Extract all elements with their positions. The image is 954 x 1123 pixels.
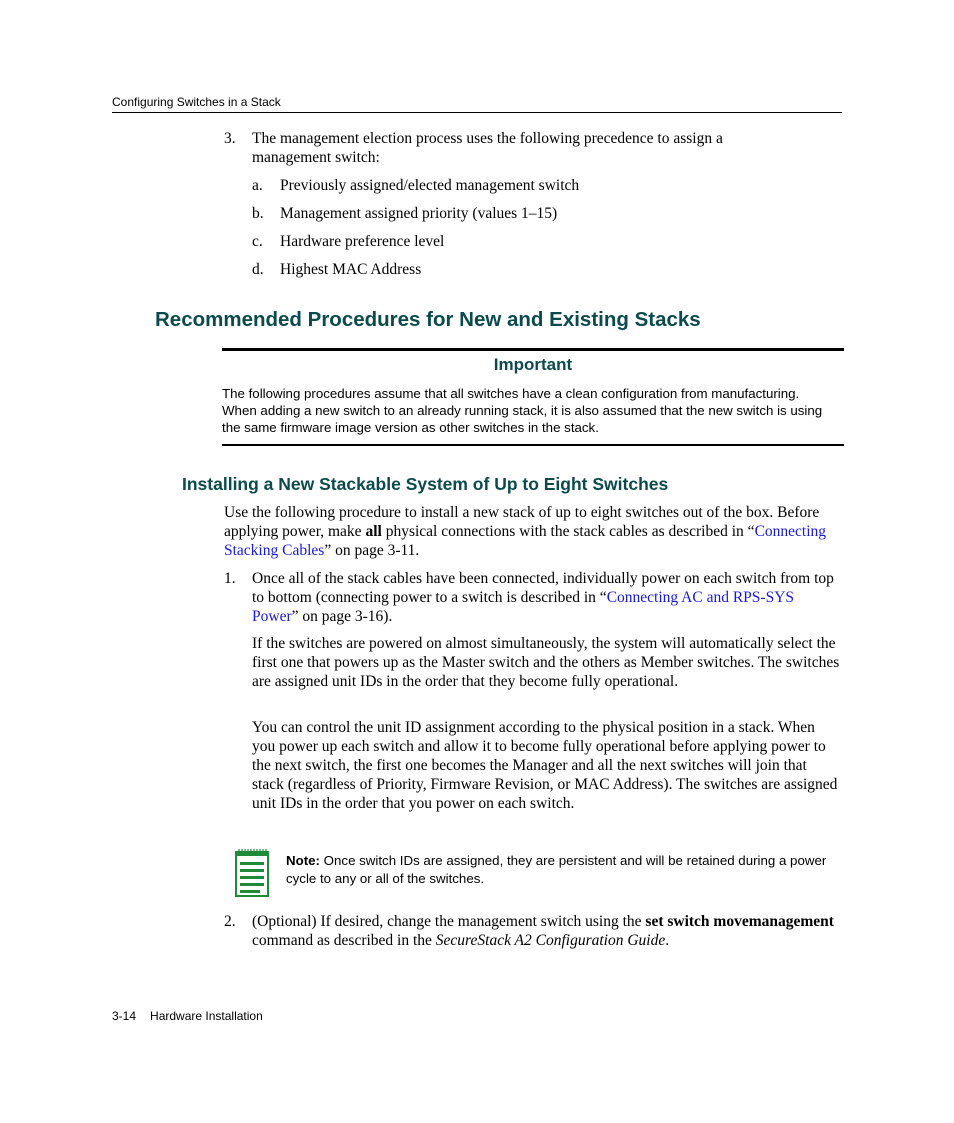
page-footer: [112, 1009, 263, 1023]
intro-text-2: physical connections with the stack cables as described in “: [381, 523, 755, 540]
sub-item-d-text: Highest MAC Address: [280, 261, 422, 278]
step-2-text-3: .: [665, 932, 670, 949]
page-number: 3-14: [112, 1009, 137, 1023]
sub-item-b-text: Management assigned priority (values 1–15): [280, 205, 558, 222]
step-2-text-2: command as described in the: [252, 932, 436, 949]
link-connecting-ac-power[interactable]: Connecting AC and RPS-SYS Power: [252, 589, 795, 625]
sub-item-c-text: Hardware preference level: [280, 233, 445, 250]
step-1-text-2: ” on page 3-16).: [291, 608, 393, 625]
step-3-text: The management election process uses the following precedence to assign a management switch:: [252, 130, 723, 166]
sub-item-a-text: Previously assigned/elected management switch: [280, 177, 580, 194]
sub-item-a-letter: a.: [252, 177, 263, 194]
intro-bold: all: [365, 523, 382, 540]
note-body: Once switch IDs are assigned, they are persistent and will be retained during a power cycle to any or all of the switches.: [286, 853, 827, 886]
intro-text-3: ” on page 3-11.: [324, 542, 420, 559]
step-2-text-1: (Optional) If desired, change the management switch using the: [252, 913, 646, 930]
link-connecting-stacking-cables[interactable]: Connecting Stacking Cables: [224, 523, 827, 559]
step-2-guide-title: SecureStack A2 Configuration Guide: [435, 932, 666, 949]
step-2-paragraph: [252, 912, 842, 950]
important-title: Important: [493, 355, 573, 374]
sub-item-c-letter: c.: [252, 233, 263, 250]
note-label: Note:: [286, 853, 320, 868]
subsection-title: Installing a New Stackable System of Up to Eight Switches: [182, 474, 669, 494]
notepad-icon: [234, 848, 270, 903]
step-2-number: 2.: [224, 913, 236, 930]
running-header: Configuring Switches in a Stack: [112, 95, 281, 109]
step-3-number: 3.: [224, 130, 236, 147]
important-text: The following procedures assume that all switches have a clean configuration from manufacturing. When adding a new switch to an already running stack, it is also assumed that the new switch is using the same firmware image version as other switches in the stack.: [222, 386, 823, 435]
sub-item-b-letter: b.: [252, 205, 264, 222]
sub-item-d-letter: d.: [252, 261, 264, 278]
step-1-paragraph-2: If the switches are powered on almost simultaneously, the system will automatically select the first one that powers up as the Master switch and the others as Member switches. The switches are assigned unit IDs in the order that they become fully operational.: [252, 635, 840, 690]
step-1-text-1: Once all of the stack cables have been connected, individually power on each switch from top to bottom (connecting power to a switch is described in “: [252, 570, 834, 606]
step-1-number: 1.: [224, 570, 236, 587]
step-1-paragraph-1: [252, 569, 842, 626]
section-title: Recommended Procedures for New and Existing Stacks: [155, 308, 701, 331]
header-rule: [112, 112, 842, 113]
intro-text-1: Use the following procedure to install a new stack of up to eight switches out of the box. Before applying power, make: [224, 504, 820, 540]
intro-paragraph: [224, 503, 839, 560]
step-1-paragraph-3: You can control the unit ID assignment according to the physical position in a stack. When you power up each switch and allow it to become fully operational before applying power to the next switch, the first one becomes the Manager and all the next switches will join that stack (regardless of Priority, Firmware Revision, or MAC Address). The switches are assigned unit IDs in the order that you power on each switch.: [252, 719, 838, 812]
footer-title: Hardware Installation: [150, 1009, 263, 1023]
important-top-rule: [222, 348, 844, 351]
important-bottom-rule: [222, 444, 844, 446]
step-2-command: set switch movemanagement: [645, 913, 834, 930]
note-text: [286, 852, 831, 887]
